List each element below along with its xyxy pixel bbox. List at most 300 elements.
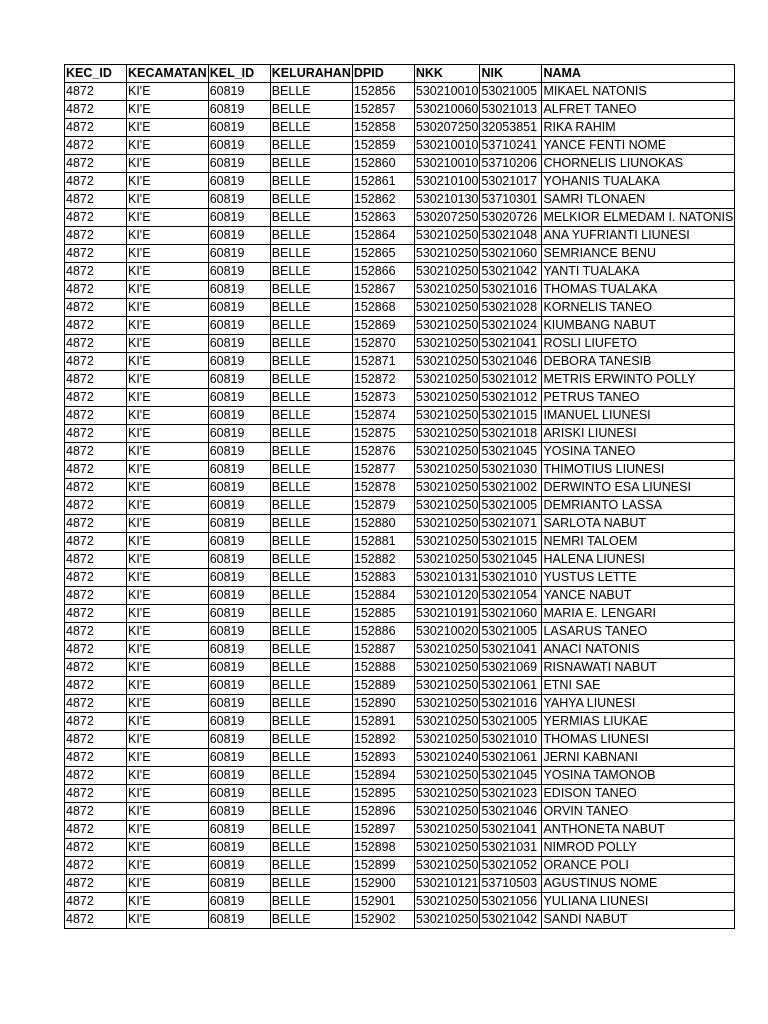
cell-nama: YANCE NABUT (542, 587, 735, 605)
cell-kel-id: 60819 (208, 857, 270, 875)
cell-kec-id: 4872 (65, 101, 127, 119)
cell-kel-id: 60819 (208, 191, 270, 209)
cell-kec-id: 4872 (65, 443, 127, 461)
cell-kel-id: 60819 (208, 407, 270, 425)
cell-dpid: 152858 (352, 119, 414, 137)
table-row (65, 551, 735, 569)
cell-kec-id: 4872 (65, 785, 127, 803)
cell-nkk: 530210250 (414, 857, 480, 875)
cell-kel-id: 60819 (208, 263, 270, 281)
cell-kelurahan: BELLE (270, 335, 352, 353)
cell-kelurahan: BELLE (270, 731, 352, 749)
cell-kel-id: 60819 (208, 245, 270, 263)
table-row (65, 659, 735, 677)
cell-dpid: 152895 (352, 785, 414, 803)
cell-dpid: 152891 (352, 713, 414, 731)
cell-kelurahan: BELLE (270, 857, 352, 875)
cell-kel-id: 60819 (208, 155, 270, 173)
cell-kelurahan: BELLE (270, 839, 352, 857)
cell-kel-id: 60819 (208, 101, 270, 119)
table-row (65, 497, 735, 515)
cell-nama: MELKIOR ELMEDAM I. NATONIS (542, 209, 735, 227)
cell-kec-id: 4872 (65, 713, 127, 731)
table-row (65, 119, 735, 137)
cell-kec-id: 4872 (65, 425, 127, 443)
cell-nkk: 530210250 (414, 227, 480, 245)
cell-kel-id: 60819 (208, 389, 270, 407)
cell-kel-id: 60819 (208, 821, 270, 839)
cell-nkk: 530210250 (414, 515, 480, 533)
cell-kelurahan: BELLE (270, 821, 352, 839)
cell-nama: CHORNELIS LIUNOKAS (542, 155, 735, 173)
cell-dpid: 152889 (352, 677, 414, 695)
cell-nkk: 530210250 (414, 695, 480, 713)
cell-kel-id: 60819 (208, 713, 270, 731)
cell-nik: 53021031 (480, 839, 542, 857)
table-row (65, 785, 735, 803)
cell-nik: 53021061 (480, 749, 542, 767)
cell-kelurahan: BELLE (270, 749, 352, 767)
cell-kel-id: 60819 (208, 839, 270, 857)
cell-kelurahan: BELLE (270, 443, 352, 461)
cell-dpid: 152871 (352, 353, 414, 371)
cell-kelurahan: BELLE (270, 137, 352, 155)
cell-nama: SAMRI TLONAEN (542, 191, 735, 209)
cell-nik: 53021002 (480, 479, 542, 497)
cell-kecamatan: KI'E (127, 893, 209, 911)
cell-nkk: 530210250 (414, 389, 480, 407)
cell-kel-id: 60819 (208, 785, 270, 803)
cell-dpid: 152860 (352, 155, 414, 173)
cell-kecamatan: KI'E (127, 101, 209, 119)
cell-nik: 53021045 (480, 767, 542, 785)
table-row (65, 803, 735, 821)
cell-nama: PETRUS TANEO (542, 389, 735, 407)
table-row (65, 821, 735, 839)
header-kecamatan: KECAMATAN (127, 65, 209, 83)
cell-kel-id: 60819 (208, 497, 270, 515)
cell-nik: 53021048 (480, 227, 542, 245)
cell-nik: 53021046 (480, 353, 542, 371)
cell-kecamatan: KI'E (127, 479, 209, 497)
cell-kecamatan: KI'E (127, 263, 209, 281)
cell-nkk: 530210250 (414, 641, 480, 659)
cell-nik: 53021010 (480, 731, 542, 749)
cell-nama: YULIANA LIUNESI (542, 893, 735, 911)
table-row (65, 443, 735, 461)
cell-kel-id: 60819 (208, 767, 270, 785)
cell-nkk: 530210130 (414, 191, 480, 209)
cell-nik: 53021042 (480, 263, 542, 281)
table-row (65, 461, 735, 479)
cell-kel-id: 60819 (208, 281, 270, 299)
cell-kelurahan: BELLE (270, 245, 352, 263)
cell-kel-id: 60819 (208, 227, 270, 245)
cell-nkk: 530210250 (414, 461, 480, 479)
cell-kec-id: 4872 (65, 173, 127, 191)
cell-kel-id: 60819 (208, 137, 270, 155)
cell-nik: 53021024 (480, 317, 542, 335)
cell-nkk: 530207250 (414, 119, 480, 137)
cell-kec-id: 4872 (65, 479, 127, 497)
cell-kecamatan: KI'E (127, 155, 209, 173)
cell-nkk: 530210250 (414, 821, 480, 839)
cell-kec-id: 4872 (65, 659, 127, 677)
cell-nik: 53021012 (480, 389, 542, 407)
cell-kelurahan: BELLE (270, 641, 352, 659)
cell-dpid: 152856 (352, 83, 414, 101)
cell-dpid: 152872 (352, 371, 414, 389)
cell-dpid: 152877 (352, 461, 414, 479)
cell-nama: YERMIAS LIUKAE (542, 713, 735, 731)
cell-kelurahan: BELLE (270, 353, 352, 371)
table-row (65, 209, 735, 227)
cell-nik: 53021054 (480, 587, 542, 605)
cell-nik: 53021015 (480, 407, 542, 425)
cell-kec-id: 4872 (65, 623, 127, 641)
cell-nama: YUSTUS LETTE (542, 569, 735, 587)
cell-kelurahan: BELLE (270, 803, 352, 821)
cell-nama: LASARUS TANEO (542, 623, 735, 641)
cell-dpid: 152900 (352, 875, 414, 893)
cell-kel-id: 60819 (208, 335, 270, 353)
table-row (65, 335, 735, 353)
cell-nik: 53021056 (480, 893, 542, 911)
cell-kelurahan: BELLE (270, 533, 352, 551)
cell-dpid: 152857 (352, 101, 414, 119)
cell-kecamatan: KI'E (127, 119, 209, 137)
cell-kelurahan: BELLE (270, 479, 352, 497)
cell-kelurahan: BELLE (270, 497, 352, 515)
cell-nama: IMANUEL LIUNESI (542, 407, 735, 425)
cell-kec-id: 4872 (65, 119, 127, 137)
cell-kec-id: 4872 (65, 533, 127, 551)
header-nkk: NKK (414, 65, 480, 83)
cell-kec-id: 4872 (65, 407, 127, 425)
cell-nkk: 530210250 (414, 533, 480, 551)
cell-nik: 53021052 (480, 857, 542, 875)
cell-kecamatan: KI'E (127, 821, 209, 839)
cell-dpid: 152876 (352, 443, 414, 461)
cell-nkk: 530210020 (414, 623, 480, 641)
header-kelurahan: KELURAHAN (270, 65, 352, 83)
cell-nik: 53021041 (480, 821, 542, 839)
cell-nik: 53710241 (480, 137, 542, 155)
cell-kecamatan: KI'E (127, 353, 209, 371)
cell-kel-id: 60819 (208, 893, 270, 911)
table-row (65, 875, 735, 893)
cell-kecamatan: KI'E (127, 245, 209, 263)
cell-kelurahan: BELLE (270, 83, 352, 101)
cell-nkk: 530210240 (414, 749, 480, 767)
cell-dpid: 152866 (352, 263, 414, 281)
cell-nkk: 530210250 (414, 785, 480, 803)
cell-kec-id: 4872 (65, 371, 127, 389)
cell-nama: DEBORA TANESIB (542, 353, 735, 371)
cell-kelurahan: BELLE (270, 407, 352, 425)
cell-nik: 53021015 (480, 533, 542, 551)
cell-nik: 53021013 (480, 101, 542, 119)
cell-nkk: 530210250 (414, 893, 480, 911)
cell-kecamatan: KI'E (127, 515, 209, 533)
cell-nama: THOMAS LIUNESI (542, 731, 735, 749)
cell-nama: KIUMBANG NABUT (542, 317, 735, 335)
cell-nik: 32053851 (480, 119, 542, 137)
header-kel-id: KEL_ID (208, 65, 270, 83)
cell-nama: AGUSTINUS NOME (542, 875, 735, 893)
cell-dpid: 152868 (352, 299, 414, 317)
cell-kelurahan: BELLE (270, 371, 352, 389)
cell-kec-id: 4872 (65, 821, 127, 839)
cell-kecamatan: KI'E (127, 209, 209, 227)
cell-kecamatan: KI'E (127, 281, 209, 299)
cell-nkk: 530210250 (414, 731, 480, 749)
cell-dpid: 152873 (352, 389, 414, 407)
table-row (65, 425, 735, 443)
cell-nik: 53021046 (480, 803, 542, 821)
cell-kel-id: 60819 (208, 875, 270, 893)
header-dpid: DPID (352, 65, 414, 83)
cell-kelurahan: BELLE (270, 875, 352, 893)
cell-dpid: 152897 (352, 821, 414, 839)
cell-kec-id: 4872 (65, 299, 127, 317)
cell-dpid: 152883 (352, 569, 414, 587)
cell-kel-id: 60819 (208, 317, 270, 335)
cell-kec-id: 4872 (65, 803, 127, 821)
cell-kelurahan: BELLE (270, 677, 352, 695)
cell-kecamatan: KI'E (127, 677, 209, 695)
cell-dpid: 152899 (352, 857, 414, 875)
table-row (65, 353, 735, 371)
table-row (65, 569, 735, 587)
cell-kecamatan: KI'E (127, 875, 209, 893)
cell-kecamatan: KI'E (127, 227, 209, 245)
cell-nama: ANACI NATONIS (542, 641, 735, 659)
cell-nama: ROSLI LIUFETO (542, 335, 735, 353)
cell-dpid: 152881 (352, 533, 414, 551)
cell-kelurahan: BELLE (270, 191, 352, 209)
cell-nkk: 530210250 (414, 299, 480, 317)
cell-dpid: 152887 (352, 641, 414, 659)
table-row (65, 191, 735, 209)
cell-dpid: 152862 (352, 191, 414, 209)
cell-dpid: 152896 (352, 803, 414, 821)
cell-nama: YANTI TUALAKA (542, 263, 735, 281)
cell-kecamatan: KI'E (127, 839, 209, 857)
cell-kel-id: 60819 (208, 371, 270, 389)
cell-kel-id: 60819 (208, 911, 270, 929)
cell-kel-id: 60819 (208, 353, 270, 371)
cell-kec-id: 4872 (65, 767, 127, 785)
cell-dpid: 152892 (352, 731, 414, 749)
cell-nama: DEMRIANTO LASSA (542, 497, 735, 515)
cell-nik: 53020726 (480, 209, 542, 227)
cell-kec-id: 4872 (65, 335, 127, 353)
cell-dpid: 152875 (352, 425, 414, 443)
cell-nik: 53021060 (480, 605, 542, 623)
cell-kec-id: 4872 (65, 389, 127, 407)
cell-kec-id: 4872 (65, 317, 127, 335)
cell-kec-id: 4872 (65, 281, 127, 299)
cell-kel-id: 60819 (208, 569, 270, 587)
cell-kec-id: 4872 (65, 263, 127, 281)
cell-nama: ORVIN TANEO (542, 803, 735, 821)
cell-nkk: 530210250 (414, 245, 480, 263)
cell-kel-id: 60819 (208, 695, 270, 713)
cell-nama: RIKA RAHIM (542, 119, 735, 137)
cell-nik: 53021012 (480, 371, 542, 389)
cell-kecamatan: KI'E (127, 857, 209, 875)
table-row (65, 137, 735, 155)
table-row (65, 173, 735, 191)
cell-dpid: 152880 (352, 515, 414, 533)
cell-kec-id: 4872 (65, 245, 127, 263)
table-row (65, 263, 735, 281)
cell-kelurahan: BELLE (270, 155, 352, 173)
table-row (65, 407, 735, 425)
cell-nkk: 530210010 (414, 83, 480, 101)
cell-kel-id: 60819 (208, 641, 270, 659)
cell-nama: NIMROD POLLY (542, 839, 735, 857)
cell-kecamatan: KI'E (127, 407, 209, 425)
cell-nik: 53021010 (480, 569, 542, 587)
cell-nkk: 530210250 (414, 263, 480, 281)
cell-dpid: 152886 (352, 623, 414, 641)
table-row (65, 767, 735, 785)
cell-nama: ANA YUFRIANTI LIUNESI (542, 227, 735, 245)
cell-nkk: 530210250 (414, 443, 480, 461)
cell-nkk: 530210250 (414, 911, 480, 929)
cell-kel-id: 60819 (208, 749, 270, 767)
cell-nik: 53021005 (480, 83, 542, 101)
cell-kelurahan: BELLE (270, 893, 352, 911)
cell-nama: YOSINA TAMONOB (542, 767, 735, 785)
cell-kelurahan: BELLE (270, 425, 352, 443)
cell-dpid: 152869 (352, 317, 414, 335)
cell-dpid: 152861 (352, 173, 414, 191)
cell-nama: DERWINTO ESA LIUNESI (542, 479, 735, 497)
cell-nama: ORANCE POLI (542, 857, 735, 875)
cell-kec-id: 4872 (65, 515, 127, 533)
cell-kec-id: 4872 (65, 857, 127, 875)
cell-dpid: 152888 (352, 659, 414, 677)
cell-kecamatan: KI'E (127, 605, 209, 623)
cell-kec-id: 4872 (65, 569, 127, 587)
cell-nik: 53710301 (480, 191, 542, 209)
cell-nik: 53021028 (480, 299, 542, 317)
cell-nkk: 530207250 (414, 209, 480, 227)
cell-nkk: 530210250 (414, 767, 480, 785)
cell-kelurahan: BELLE (270, 101, 352, 119)
cell-nkk: 530210250 (414, 317, 480, 335)
cell-kelurahan: BELLE (270, 227, 352, 245)
cell-kel-id: 60819 (208, 479, 270, 497)
cell-nama: SEMRIANCE BENU (542, 245, 735, 263)
cell-kecamatan: KI'E (127, 137, 209, 155)
cell-nama: MARIA E. LENGARI (542, 605, 735, 623)
cell-kecamatan: KI'E (127, 191, 209, 209)
table-row (65, 839, 735, 857)
table-row (65, 533, 735, 551)
header-kec-id: KEC_ID (65, 65, 127, 83)
cell-kecamatan: KI'E (127, 425, 209, 443)
cell-nama: YOSINA TANEO (542, 443, 735, 461)
cell-kec-id: 4872 (65, 605, 127, 623)
table-row (65, 389, 735, 407)
cell-dpid: 152870 (352, 335, 414, 353)
table-row (65, 515, 735, 533)
cell-kec-id: 4872 (65, 551, 127, 569)
cell-kec-id: 4872 (65, 227, 127, 245)
cell-nama: EDISON TANEO (542, 785, 735, 803)
table-row (65, 749, 735, 767)
voter-data-table (64, 64, 735, 929)
cell-kel-id: 60819 (208, 209, 270, 227)
cell-kel-id: 60819 (208, 425, 270, 443)
cell-nik: 53021023 (480, 785, 542, 803)
cell-kelurahan: BELLE (270, 713, 352, 731)
cell-dpid: 152867 (352, 281, 414, 299)
cell-kecamatan: KI'E (127, 173, 209, 191)
cell-dpid: 152878 (352, 479, 414, 497)
cell-nik: 53021041 (480, 641, 542, 659)
cell-kel-id: 60819 (208, 605, 270, 623)
cell-nama: NEMRI TALOEM (542, 533, 735, 551)
cell-kecamatan: KI'E (127, 299, 209, 317)
cell-kelurahan: BELLE (270, 623, 352, 641)
header-nik: NIK (480, 65, 542, 83)
cell-dpid: 152863 (352, 209, 414, 227)
cell-kel-id: 60819 (208, 83, 270, 101)
cell-kel-id: 60819 (208, 659, 270, 677)
cell-nkk: 530210060 (414, 101, 480, 119)
cell-kelurahan: BELLE (270, 569, 352, 587)
cell-nama: JERNI KABNANI (542, 749, 735, 767)
cell-dpid: 152865 (352, 245, 414, 263)
cell-nama: MIKAEL NATONIS (542, 83, 735, 101)
cell-kecamatan: KI'E (127, 731, 209, 749)
cell-kec-id: 4872 (65, 155, 127, 173)
cell-dpid: 152902 (352, 911, 414, 929)
cell-kelurahan: BELLE (270, 263, 352, 281)
cell-kec-id: 4872 (65, 353, 127, 371)
table-row (65, 731, 735, 749)
cell-kecamatan: KI'E (127, 533, 209, 551)
table-row (65, 371, 735, 389)
cell-kelurahan: BELLE (270, 209, 352, 227)
cell-kelurahan: BELLE (270, 317, 352, 335)
cell-dpid: 152901 (352, 893, 414, 911)
cell-kelurahan: BELLE (270, 389, 352, 407)
cell-kecamatan: KI'E (127, 335, 209, 353)
cell-kel-id: 60819 (208, 173, 270, 191)
cell-nik: 53710206 (480, 155, 542, 173)
table-row (65, 623, 735, 641)
cell-dpid: 152884 (352, 587, 414, 605)
header-row (65, 65, 735, 83)
cell-kec-id: 4872 (65, 875, 127, 893)
cell-kecamatan: KI'E (127, 83, 209, 101)
cell-nkk: 530210100 (414, 173, 480, 191)
cell-nik: 53021060 (480, 245, 542, 263)
cell-nik: 53021016 (480, 695, 542, 713)
cell-kel-id: 60819 (208, 551, 270, 569)
cell-kecamatan: KI'E (127, 695, 209, 713)
table-row (65, 677, 735, 695)
cell-dpid: 152890 (352, 695, 414, 713)
cell-nkk: 530210250 (414, 425, 480, 443)
cell-kel-id: 60819 (208, 587, 270, 605)
